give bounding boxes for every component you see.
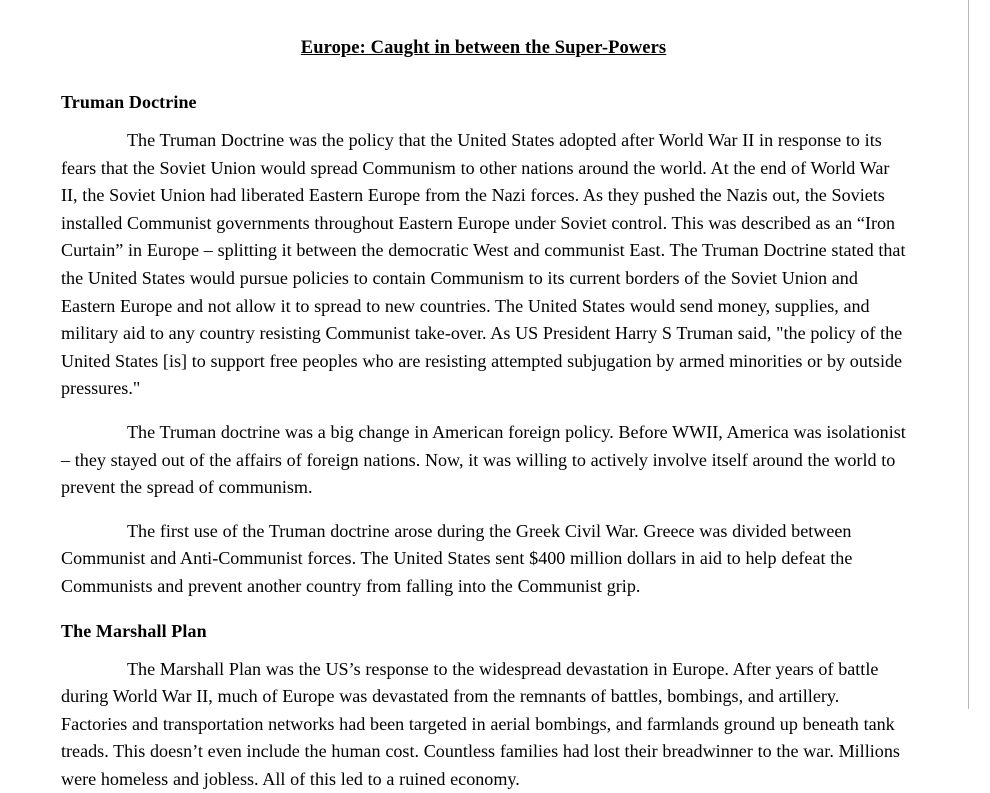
spacer bbox=[61, 601, 906, 621]
paragraph: The Marshall Plan was the US’s response to the widespread devastation in Europe. After years of battle during World War II, much of Europe was devastated from the remnants of battles, bombings, and artillery. Factories and transportation networks had been targeted in aerial bombings, and farmlands ground up beneath tank treads. This doesn’t even include the human cost. Countless families had lost their breadwinner to the war. Millions were homeless and jobless. All of this led to a ruined economy. bbox=[61, 656, 906, 793]
page-edge-line bbox=[968, 0, 969, 709]
document-content bbox=[61, 0, 906, 793]
spacer bbox=[61, 502, 906, 518]
spacer bbox=[61, 59, 906, 92]
spacer bbox=[61, 113, 906, 127]
spacer bbox=[61, 642, 906, 656]
paragraph: The Truman doctrine was a big change in American foreign policy. Before WWII, America was isolationist – they stayed out of the affairs of foreign nations. Now, it was willing to actively involve itself around the world to prevent the spread of communism. bbox=[61, 419, 906, 502]
page-title: Europe: Caught in between the Super-Powers bbox=[61, 0, 906, 59]
paragraph: The first use of the Truman doctrine arose during the Greek Civil War. Greece was divided between Communist and Anti-Communist forces. The United States sent $400 million dollars in aid to help defeat the Communists and prevent another country from falling into the Communist grip. bbox=[61, 518, 906, 601]
spacer bbox=[61, 403, 906, 419]
section-heading-marshall-plan: The Marshall Plan bbox=[61, 621, 906, 642]
paragraph: The Truman Doctrine was the policy that the United States adopted after World War II in response to its fears that the Soviet Union would spread Communism to other nations around the world. At the end of World War II, the Soviet Union had liberated Eastern Europe from the Nazi forces. As they pushed the Nazis out, the Soviets installed Communist governments throughout Eastern Europe under Soviet control. This was described as an “Iron Curtain” in Europe – splitting it between the democratic West and communist East. The Truman Doctrine stated that the United States would pursue policies to contain Communism to its current borders of the Soviet Union and Eastern Europe and not allow it to spread to new countries. The United States would send money, supplies, and military aid to any country resisting Communist take-over. As US President Harry S Truman said, "the policy of the United States [is] to support free peoples who are resisting attempted subjugation by armed minorities or by outside pressures." bbox=[61, 127, 906, 403]
section-heading-truman-doctrine: Truman Doctrine bbox=[61, 92, 906, 113]
